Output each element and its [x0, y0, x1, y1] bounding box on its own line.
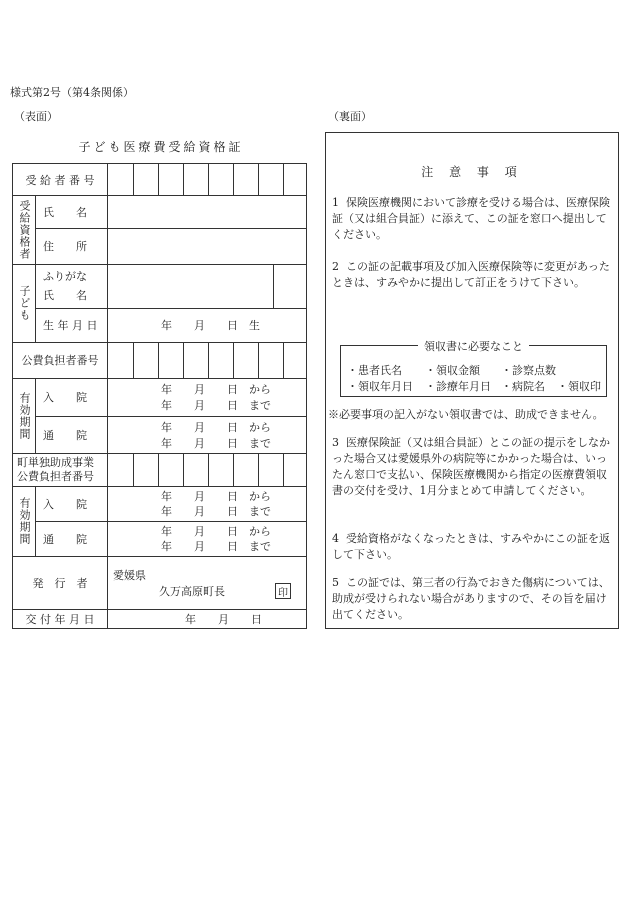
certificate-title: 子ども医療費受給資格証 [78, 140, 244, 154]
seal-mark: 印 [275, 583, 291, 599]
inpatient-from-2: 年 月 日 から [161, 490, 271, 503]
town-subsidy-label-2: 公費負担者番号 [17, 470, 94, 483]
recipient-number-label: 受 給 者 番 号 [25, 173, 95, 187]
outpatient-until: 年 月 日 まで [161, 437, 271, 450]
receipt-requirements-box [340, 340, 607, 397]
receipt-item-treatment-date: ・診療年月日 [425, 380, 491, 393]
issuer-label: 発 行 者 [32, 576, 88, 590]
validity-period-label: 有効期間 [18, 391, 31, 440]
inpatient-label-2: 入 院 [43, 497, 87, 511]
town-subsidy-label-1: 町単独助成事業 [17, 456, 94, 469]
birthdate-label: 生 年 月 日 [43, 319, 98, 332]
receipt-item-patient-name: ・患者氏名 [347, 364, 402, 377]
receipt-item-amount: ・領収金額 [425, 364, 480, 377]
child-label: 子ども [18, 285, 31, 321]
receipt-item-seal: ・領収印 [557, 380, 601, 393]
child-name-label: 氏 名 [43, 289, 87, 302]
inpatient-until-2: 年 月 日 まで [161, 505, 271, 518]
form-number: 様式第2号（第4条関係） [10, 86, 134, 99]
furigana-label: ふりがな [43, 270, 87, 283]
outpatient-label: 通 院 [43, 428, 87, 442]
receipt-item-receipt-date: ・領収年月日 [347, 380, 413, 393]
issue-date-label: 交 付 年 月 日 [25, 613, 95, 626]
inpatient-until: 年 月 日 まで [161, 399, 271, 412]
qualified-person-label: 受給資格者 [18, 199, 31, 260]
outpatient-from: 年 月 日 から [161, 421, 271, 434]
inpatient-label: 入 院 [43, 391, 87, 404]
birthdate-value: 年 月 日 生 [161, 319, 260, 332]
outpatient-from-2: 年 月 日 から [161, 525, 271, 538]
warning-text: ※必要事項の記入がない領収書では、助成できません。 [328, 408, 604, 421]
notice-item-5: 5 この証では、第三者の行為でおきた傷病については、助成が受けられない場合がありますので、その旨を届け出てください。 [332, 576, 610, 621]
recipient-name-label: 氏 名 [43, 205, 87, 219]
notice-item-1: 1 保険医療機関において診療を受ける場合は、医療保険証（又は組合員証）に添えて、この証を窓口へ提出してください。 [332, 196, 610, 241]
back-side-label: （裏面） [328, 110, 372, 123]
outpatient-until-2: 年 月 日 まで [161, 540, 271, 553]
outpatient-label-2: 通 院 [43, 532, 87, 546]
issuer-name: 久万高原町長 [159, 585, 225, 598]
notice-item-3: 3 医療保険証（又は組合員証）とこの証の提示をしなかった場合又は愛媛県外の病院等にかかった場合は、いったん窓口で支払い、保険医療機関から指定の医療費領収書の交付を受け、1月分まとめて申請してください。 [332, 436, 610, 497]
back-card [325, 132, 619, 629]
front-card [12, 163, 307, 629]
receipt-item-hospital: ・病院名 [501, 380, 545, 393]
notice-item-2: 2 この証の記載事項及び加入医療保険等に変更があったときは、すみやかに提出して訂正をうけて下さい。 [332, 260, 610, 289]
public-expense-number-label: 公費負担者番号 [21, 354, 99, 367]
inpatient-from: 年 月 日 から [161, 383, 271, 396]
notice-item-4: 4 受給資格がなくなったときは、すみやかにこの証を返して下さい。 [332, 532, 610, 561]
issue-date-value: 年 月 日 [185, 613, 262, 626]
receipt-item-points: ・診察点数 [501, 364, 556, 377]
recipient-address-label: 住 所 [43, 240, 87, 253]
front-side-label: （表面） [14, 110, 58, 123]
issuer-prefecture: 愛媛県 [113, 569, 146, 582]
validity-period-label-2: 有効期間 [18, 497, 31, 545]
notice-title: 注 意 事 項 [421, 165, 523, 179]
receipt-title: 領収書に必要なこと [418, 340, 529, 353]
